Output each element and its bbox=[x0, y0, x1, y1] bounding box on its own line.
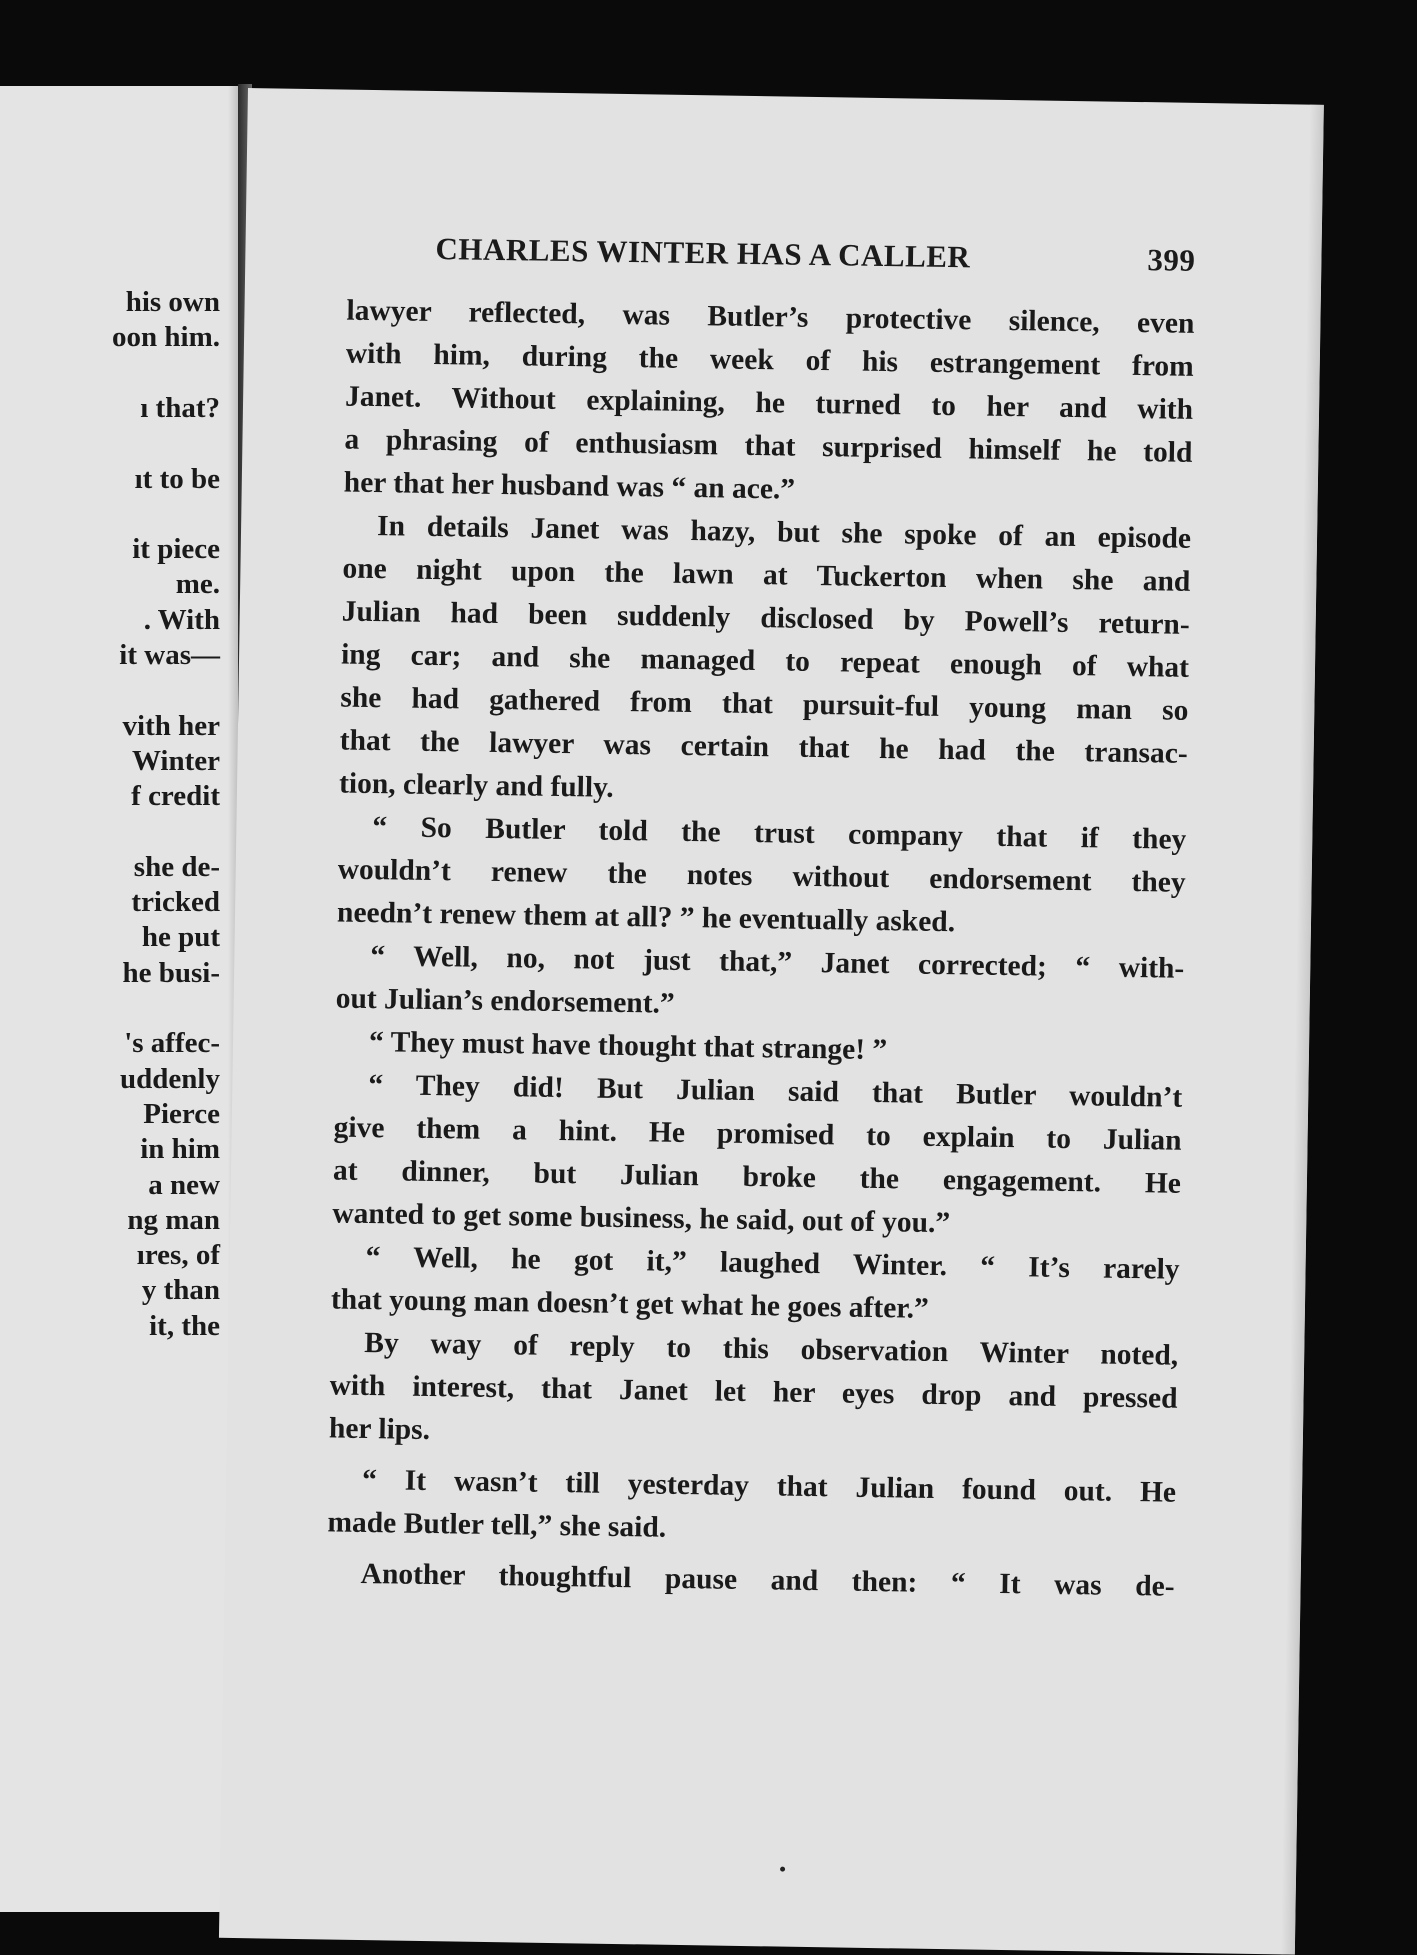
left-page-line: me. bbox=[175, 568, 220, 601]
text-line: needn’t renew them at all? ” he eventually asked. bbox=[336, 896, 956, 939]
left-page-line: in him bbox=[140, 1133, 220, 1166]
left-page-line: ng man bbox=[127, 1203, 220, 1236]
left-page-line: his own bbox=[125, 286, 220, 318]
text-line: with interest, that Janet let her eyes drop and pressed bbox=[329, 1369, 1178, 1415]
left-page-line: ıt to be bbox=[134, 462, 220, 495]
left-page-line: tricked bbox=[131, 886, 220, 919]
left-page-line: uddenly bbox=[120, 1062, 220, 1095]
left-page-line: it piece bbox=[132, 533, 220, 566]
text-line: “ Well, he got it,” laughed Winter. “ It’s rarely bbox=[365, 1240, 1180, 1286]
left-page-line: he put bbox=[141, 921, 220, 954]
right-page bbox=[219, 88, 1324, 1955]
text-line: Julian had been suddenly disclosed by Powell’s return- bbox=[341, 595, 1190, 641]
text-line: tion, clearly and fully. bbox=[338, 767, 614, 804]
left-page-line: he busi- bbox=[122, 956, 220, 989]
text-line: her lips. bbox=[328, 1412, 431, 1447]
text-line: In details Janet was hazy, but she spoke of an episode bbox=[376, 510, 1192, 555]
left-page-line: . With bbox=[143, 603, 220, 636]
text-line: that young man doesn’t get what he goes after.” bbox=[330, 1283, 930, 1325]
text-line: at dinner, but Julian broke the engagement. He bbox=[332, 1154, 1182, 1200]
text-line: out Julian’s endorsement.” bbox=[335, 982, 675, 1020]
left-page-line: a new bbox=[148, 1168, 220, 1201]
left-page-line: it was— bbox=[119, 639, 220, 671]
left-page-line: she de- bbox=[133, 850, 220, 883]
text-line: wanted to get some business, he said, out of you.” bbox=[332, 1197, 951, 1240]
running-head bbox=[435, 230, 1196, 278]
running-head-title: CHARLES WINTER HAS A CALLER bbox=[435, 230, 971, 275]
text-line: Another thoughtful pause and then: “ It was de- bbox=[360, 1557, 1175, 1603]
text-line: “ They did! But Julian said that Butler wouldn’t bbox=[368, 1069, 1183, 1114]
text-line: with him, during the week of his estrangement from bbox=[345, 337, 1194, 383]
left-page-line: ıres, of bbox=[136, 1239, 220, 1272]
body-text bbox=[326, 290, 1194, 1609]
left-page-line: Winter bbox=[131, 744, 220, 777]
text-line: lawyer reflected, was Butler’s protective silence, even bbox=[346, 294, 1195, 340]
text-line: ing car; and she managed to repeat enough of what bbox=[340, 638, 1190, 684]
left-page bbox=[0, 86, 246, 1912]
page-number: 399 bbox=[1147, 242, 1196, 278]
text-line: “ So Butler told the trust company that if they bbox=[372, 811, 1187, 856]
text-line: “ They must have thought that strange! ” bbox=[368, 1026, 888, 1067]
text-line: one night upon the lawn at Tuckerton when she and bbox=[342, 552, 1191, 598]
text-line: Janet. Without explaining, he turned to her and with bbox=[344, 380, 1194, 426]
left-page-line: Pierce bbox=[143, 1097, 220, 1130]
left-page-line: 's affec- bbox=[124, 1027, 220, 1060]
right-page-edge bbox=[1281, 105, 1324, 1955]
text-line: that the lawyer was certain that he had the transac- bbox=[339, 724, 1188, 770]
text-line: wouldn’t renew the notes without endorsement they bbox=[337, 853, 1186, 899]
page-speck bbox=[780, 1867, 785, 1872]
text-line: “ Well, no, not just that,” Janet corrected; “ with- bbox=[370, 940, 1185, 985]
text-line: made Butler tell,” she said. bbox=[327, 1506, 667, 1544]
left-page-line: y than bbox=[141, 1274, 220, 1307]
text-line: “ It wasn’t till yesterday that Julian found out. He bbox=[361, 1463, 1177, 1509]
text-line: her that her husband was “ an ace.” bbox=[343, 466, 796, 506]
left-page-line: oon him. bbox=[112, 321, 220, 354]
text-line: she had gathered from that pursuit-ful young man so bbox=[340, 681, 1189, 727]
text-line: By way of reply to this observation Winter noted, bbox=[364, 1326, 1179, 1372]
left-page-line: vith her bbox=[122, 709, 220, 742]
left-page-line: it, the bbox=[149, 1309, 220, 1342]
text-line: a phrasing of enthusiasm that surprised himself he told bbox=[344, 423, 1193, 469]
left-page-line: f credit bbox=[131, 780, 220, 813]
left-page-line: ı that? bbox=[140, 391, 220, 424]
text-line: give them a hint. He promised to explain to Julian bbox=[333, 1111, 1182, 1157]
